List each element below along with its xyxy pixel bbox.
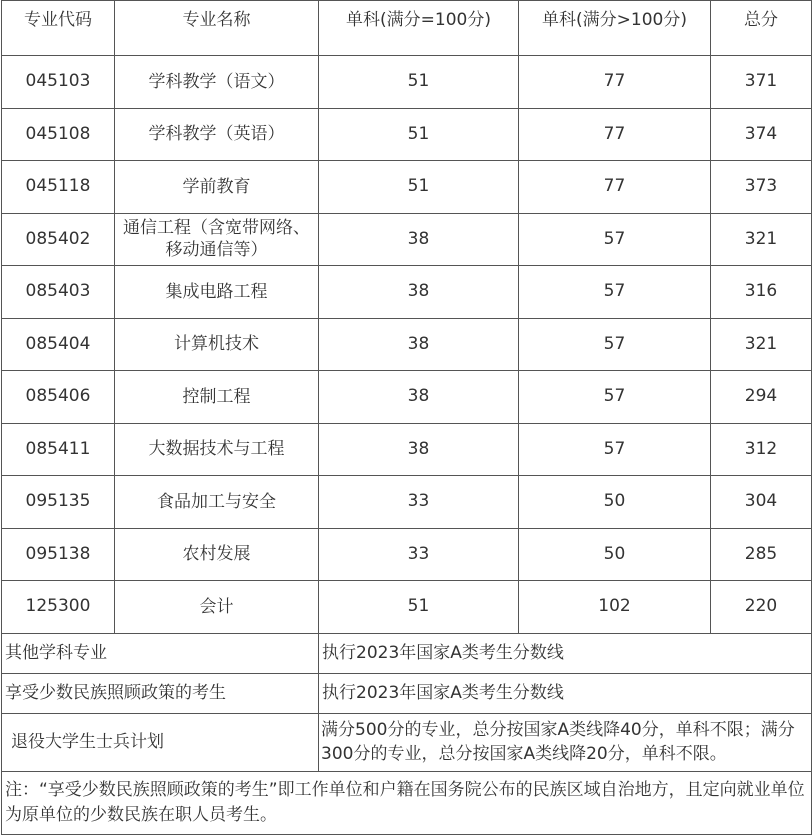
cell-code: 085403 (2, 266, 115, 319)
cell-single-100: 51 (319, 108, 519, 161)
cell-single-100: 51 (319, 56, 519, 109)
footnote: 注：“享受少数民族照顾政策的考生”即工作单位和户籍在国务院公布的民族区域自治地方，且定向就业单位为原单位的少数民族在职人员考生。 (2, 771, 812, 834)
cell-total: 371 (711, 56, 812, 109)
remark-value: 满分500分的专业，总分按国家A类线降40分，单科不限；满分300分的专业，总分按国家A类线降20分，单科不限。 (319, 713, 812, 771)
remark-row (2, 673, 812, 713)
cell-name: 学科教学（英语） (115, 108, 319, 161)
cell-single-100: 33 (319, 528, 519, 581)
cell-name: 集成电路工程 (115, 266, 319, 319)
note-row (2, 771, 812, 834)
cell-total: 321 (711, 213, 812, 266)
cell-single-100: 38 (319, 318, 519, 371)
cell-total: 316 (711, 266, 812, 319)
remark-value: 执行2023年国家A类考生分数线 (319, 633, 812, 673)
cell-single-100: 51 (319, 581, 519, 634)
table-row (2, 371, 812, 424)
cell-code: 095135 (2, 476, 115, 529)
cell-single-100: 38 (319, 423, 519, 476)
remark-label: 享受少数民族照顾政策的考生 (2, 673, 319, 713)
cell-code: 045118 (2, 161, 115, 214)
cell-name: 控制工程 (115, 371, 319, 424)
cell-total: 321 (711, 318, 812, 371)
cell-total: 374 (711, 108, 812, 161)
cell-single-over-100: 57 (519, 318, 711, 371)
score-table (1, 0, 812, 835)
cell-name: 计算机技术 (115, 318, 319, 371)
cell-single-over-100: 57 (519, 371, 711, 424)
cell-name: 会计 (115, 581, 319, 634)
remark-label: 其他学科专业 (2, 633, 319, 673)
header-single-over-100: 单科(满分>100分) (519, 1, 711, 56)
cell-code: 125300 (2, 581, 115, 634)
cell-single-100: 51 (319, 161, 519, 214)
remark-row (2, 633, 812, 673)
cell-single-100: 33 (319, 476, 519, 529)
table-row (2, 318, 812, 371)
table-row (2, 423, 812, 476)
cell-name: 通信工程（含宽带网络、移动通信等） (115, 213, 319, 266)
cell-code: 045103 (2, 56, 115, 109)
cell-single-100: 38 (319, 371, 519, 424)
cell-code: 085411 (2, 423, 115, 476)
cell-single-over-100: 57 (519, 423, 711, 476)
cell-single-100: 38 (319, 213, 519, 266)
table-row (2, 213, 812, 266)
cell-total: 294 (711, 371, 812, 424)
cell-single-over-100: 57 (519, 213, 711, 266)
cell-name: 学科教学（语文） (115, 56, 319, 109)
cell-code: 085404 (2, 318, 115, 371)
cell-code: 085406 (2, 371, 115, 424)
table-row (2, 581, 812, 634)
cell-code: 085402 (2, 213, 115, 266)
table-row (2, 108, 812, 161)
table-row (2, 528, 812, 581)
cell-single-100: 38 (319, 266, 519, 319)
cell-name: 食品加工与安全 (115, 476, 319, 529)
table-header-row (2, 1, 812, 56)
cell-total: 304 (711, 476, 812, 529)
cell-total: 285 (711, 528, 812, 581)
cell-total: 312 (711, 423, 812, 476)
cell-code: 095138 (2, 528, 115, 581)
cell-total: 220 (711, 581, 812, 634)
header-total: 总分 (711, 1, 812, 56)
table-row (2, 266, 812, 319)
header-code: 专业代码 (2, 1, 115, 56)
header-name: 专业名称 (115, 1, 319, 56)
cell-name: 学前教育 (115, 161, 319, 214)
cell-name: 农村发展 (115, 528, 319, 581)
header-single-100: 单科(满分=100分) (319, 1, 519, 56)
remark-row (2, 713, 812, 771)
table-row (2, 56, 812, 109)
cell-total: 373 (711, 161, 812, 214)
cell-single-over-100: 77 (519, 56, 711, 109)
cell-code: 045108 (2, 108, 115, 161)
cell-name: 大数据技术与工程 (115, 423, 319, 476)
cell-single-over-100: 77 (519, 108, 711, 161)
remark-value: 执行2023年国家A类考生分数线 (319, 673, 812, 713)
cell-single-over-100: 50 (519, 528, 711, 581)
cell-single-over-100: 57 (519, 266, 711, 319)
cell-single-over-100: 50 (519, 476, 711, 529)
remark-label: 退役大学生士兵计划 (2, 713, 319, 771)
table-row (2, 161, 812, 214)
cell-single-over-100: 77 (519, 161, 711, 214)
cell-single-over-100: 102 (519, 581, 711, 634)
table-row (2, 476, 812, 529)
